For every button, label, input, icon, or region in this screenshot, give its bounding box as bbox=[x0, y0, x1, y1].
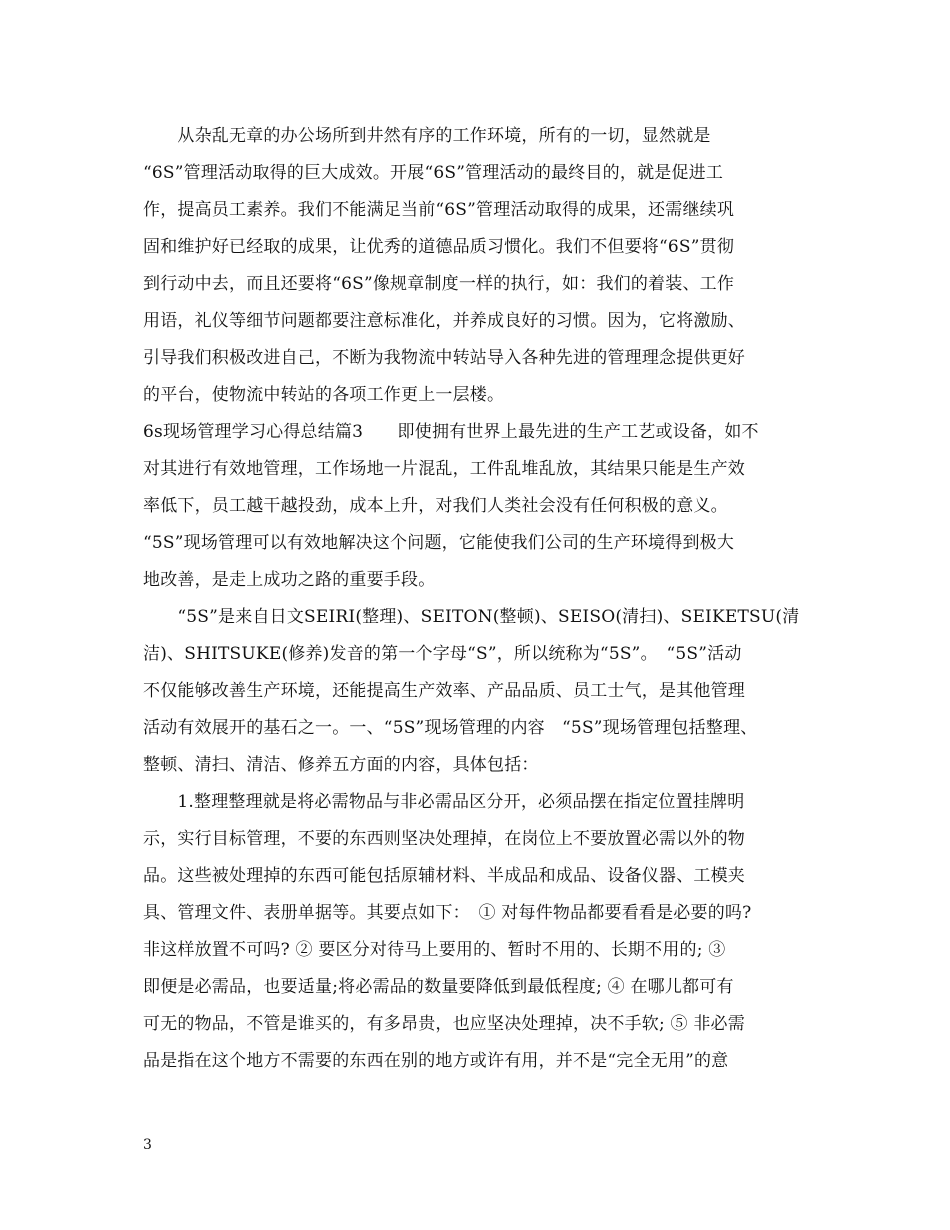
text-line: 不仅能够改善生产环境，还能提高生产效率、产品品质、员工士气，是其他管理 bbox=[143, 681, 745, 701]
body-text bbox=[143, 118, 823, 1080]
text-line: 洁)、SHITSUKE(修养)发音的第一个字母“S”，所以统称为“5S”。 “5S”活动 bbox=[143, 644, 742, 664]
text-line: 具、管理文件、表册单据等。其要点如下： ① 对每件物品都要看看是必要的吗? bbox=[143, 903, 752, 923]
text-line: 即便是必需品，也要适量;将必需品的数量要降低到最低程度; ④ 在哪儿都可有 bbox=[143, 977, 734, 997]
text-line: 整顿、清扫、清洁、修养五方面的内容，具体包括： bbox=[143, 755, 539, 775]
text-line: “5S”是来自日文SEIRI(整理)、SEITON(整顿)、SEISO(清扫)、SEIKETSU(清 bbox=[143, 607, 800, 627]
text-line: 的平台，使物流中转站的各项工作更上一层楼。 bbox=[143, 385, 505, 405]
text-line: 从杂乱无章的办公场所到井然有序的工作环境，所有的一切，显然就是 bbox=[143, 126, 711, 146]
text-line: 对其进行有效地管理，工作场地一片混乱，工件乱堆乱放，其结果只能是生产效 bbox=[143, 459, 745, 479]
page-number: 3 bbox=[143, 1137, 152, 1153]
text-line: 作，提高员工素养。我们不能满足当前“6S”管理活动取得的成果，还需继续巩 bbox=[143, 200, 735, 220]
text-line: 用语，礼仪等细节问题都要注意标准化，并养成良好的习惯。因为，它将激励、 bbox=[143, 311, 745, 331]
text-line: 非这样放置不可吗? ② 要区分对待马上要用的、暂时不用的、长期不用的; ③ bbox=[143, 940, 726, 960]
text-line: 品。这些被处理掉的东西可能包括原辅材料、半成品和成品、设备仪器、工模夹 bbox=[143, 866, 745, 886]
text-line: 到行动中去，而且还要将“6S”像规章制度一样的执行，如：我们的着装、工作 bbox=[143, 274, 735, 294]
text-line: 固和维护好已经取的成果，让优秀的道德品质习惯化。我们不但要将“6S”贯彻 bbox=[143, 237, 735, 257]
text-line: 率低下，员工越干越投劲，成本上升，对我们人类社会没有任何积极的意义。 bbox=[143, 496, 728, 516]
text-line: 示，实行目标管理，不要的东西则坚决处理掉，在岗位上不要放置必需以外的物 bbox=[143, 829, 745, 849]
text-line: “5S”现场管理可以有效地解决这个问题，它能使我们公司的生产环境得到极大 bbox=[143, 533, 735, 553]
text-line: 活动有效展开的基石之一。一、“5S”现场管理的内容 “5S”现场管理包括整理、 bbox=[143, 718, 758, 738]
text-line: 1.整理整理就是将必需物品与非必需品区分开，必须品摆在指定位置挂牌明 bbox=[143, 792, 745, 812]
text-line: 可无的物品，不管是谁买的，有多昂贵，也应坚决处理掉，决不手软; ⑤ 非必需 bbox=[143, 1014, 745, 1034]
text-line: 引导我们积极改进自己，不断为我物流中转站导入各种先进的管理理念提供更好 bbox=[143, 348, 745, 368]
text-line: 6s现场管理学习心得总结篇3 即使拥有世界上最先进的生产工艺或设备，如不 bbox=[143, 422, 759, 442]
text-line: “6S”管理活动取得的巨大成效。开展“6S”管理活动的最终目的，就是促进工 bbox=[143, 163, 724, 183]
text-line: 品是指在这个地方不需要的东西在别的地方或许有用，并不是“完全无用”的意 bbox=[143, 1051, 729, 1071]
text-line: 地改善，是走上成功之路的重要手段。 bbox=[143, 570, 436, 590]
